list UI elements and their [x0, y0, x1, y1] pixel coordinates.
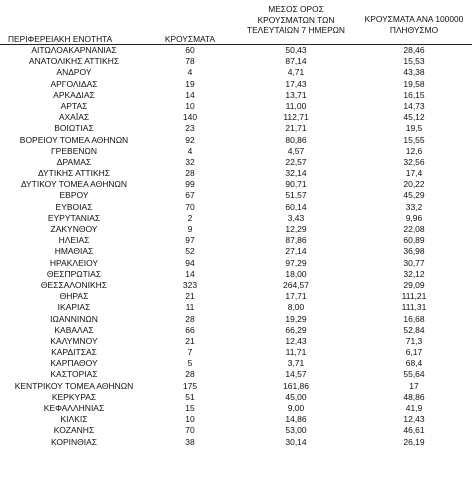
table-row — [0, 190, 472, 201]
cases-cell: 11 — [185, 302, 195, 313]
average-cell: 3,43 — [287, 212, 305, 223]
table-row — [0, 157, 472, 168]
table-row — [0, 302, 472, 313]
per-100000-cell: 20,22 — [403, 179, 425, 190]
region-cell: ΚΑΛΥΜΝΟΥ — [50, 335, 98, 346]
average-cell: 22,57 — [285, 156, 307, 167]
average-cell: 264,57 — [283, 279, 309, 290]
average-cell: 80,86 — [285, 134, 307, 145]
region-cell: ΗΡΑΚΛΕΙΟΥ — [49, 257, 99, 268]
table-row — [0, 437, 472, 448]
per-100000-cell: 16,68 — [403, 313, 425, 324]
cases-cell: 32 — [185, 156, 195, 167]
average-cell: 4,57 — [287, 145, 305, 156]
region-cell: ΘΕΣΠΡΩΤΙΑΣ — [46, 268, 102, 279]
per-100000-cell: 43,38 — [403, 67, 425, 78]
per-100000-cell: 111,21 — [401, 291, 427, 302]
table-row — [0, 123, 472, 134]
average-cell: 32,14 — [285, 168, 307, 179]
header-line: ΚΡΟΥΣΜΑΤΑ ΑΝΑ 100000 — [364, 14, 464, 24]
cases-cell: 14 — [185, 89, 195, 100]
average-cell: 50,43 — [285, 45, 307, 55]
average-cell: 14,86 — [285, 414, 307, 425]
table-row — [0, 112, 472, 123]
per-100000-cell: 111,31 — [401, 302, 427, 313]
region-cell: ΕΒΡΟΥ — [59, 190, 89, 201]
average-cell: 161,86 — [283, 380, 309, 391]
region-cell: ΘΕΣΣΑΛΟΝΙΚΗΣ — [40, 279, 108, 290]
per-100000-cell: 17,4 — [405, 168, 423, 179]
cases-cell: 28 — [185, 313, 195, 324]
per-100000-cell: 15,55 — [403, 134, 425, 145]
header-cases-per-100000 — [356, 14, 472, 35]
per-100000-cell: 41,9 — [405, 403, 423, 413]
per-100000-cell: 14,73 — [403, 100, 425, 111]
cases-cell: 28 — [185, 369, 195, 380]
region-cell: ΕΥΒΟΙΑΣ — [55, 201, 93, 212]
table-row — [0, 45, 472, 56]
cases-cell: 38 — [185, 436, 195, 447]
cases-cell: 23 — [185, 123, 195, 134]
region-cell: ΖΑΚΥΝΘΟΥ — [50, 224, 98, 234]
per-100000-cell: 30,77 — [403, 257, 425, 268]
cases-cell: 140 — [182, 112, 198, 123]
cases-cell: 78 — [185, 56, 195, 67]
average-cell: 97,29 — [285, 257, 307, 268]
table-row — [0, 224, 472, 235]
average-cell: 18,00 — [285, 268, 307, 279]
cases-cell: 28 — [185, 168, 195, 179]
average-cell: 12,43 — [285, 335, 307, 346]
cases-cell: 323 — [182, 279, 198, 290]
region-cell: ΚΑΒΑΛΑΣ — [54, 324, 94, 335]
per-100000-cell: 19,58 — [403, 78, 425, 89]
per-100000-cell: 19,5 — [405, 123, 423, 134]
average-cell: 51,57 — [285, 190, 307, 201]
cases-cell: 4 — [187, 67, 193, 78]
table-row — [0, 235, 472, 246]
region-cell: ΕΥΡΥΤΑΝΙΑΣ — [47, 212, 101, 223]
region-cell: ΚΕΝΤΡΙΚΟΥ ΤΟΜΕΑ ΑΘΗΝΩΝ — [14, 380, 134, 391]
average-cell: 9,00 — [287, 403, 305, 413]
header-line: ΠΕΡΙΦΕΡΕΙΑΚΗ ΕΝΟΤΗΤΑ — [8, 34, 113, 44]
average-cell: 8,00 — [287, 302, 305, 313]
region-cell: ΚΕΡΚΥΡΑΣ — [51, 391, 97, 402]
cases-cell: 97 — [185, 235, 195, 246]
region-cell: ΚΟΖΑΝΗΣ — [53, 425, 95, 436]
table-row — [0, 325, 472, 336]
average-cell: 53,00 — [285, 425, 307, 436]
average-cell: 12,29 — [285, 224, 307, 234]
table-row — [0, 414, 472, 425]
region-cell: ΚΑΡΔΙΤΣΑΣ — [51, 347, 97, 358]
table-row — [0, 381, 472, 392]
region-cell: ΑΡΚΑΔΙΑΣ — [53, 89, 95, 100]
region-cell: ΑΡΤΑΣ — [60, 100, 88, 111]
average-cell: 90,71 — [285, 179, 307, 190]
table-row — [0, 246, 472, 257]
per-100000-cell: 32,56 — [403, 156, 425, 167]
table-row — [0, 168, 472, 179]
region-cell: ΑΝΑΤΟΛΙΚΗΣ ΑΤΤΙΚΗΣ — [28, 56, 120, 67]
per-100000-cell: 15,53 — [403, 56, 425, 67]
table-row — [0, 135, 472, 146]
table-body — [0, 45, 472, 448]
region-cell: ΑΡΓΟΛΙΔΑΣ — [50, 78, 98, 89]
table-row — [0, 347, 472, 358]
average-cell: 13,71 — [285, 89, 307, 100]
region-cell: ΘΗΡΑΣ — [59, 291, 89, 302]
region-cell: ΑΧΑΪΑΣ — [58, 112, 90, 123]
table-row — [0, 146, 472, 157]
per-100000-cell: 46,61 — [403, 425, 425, 436]
cases-cell: 70 — [185, 425, 195, 436]
cases-cell: 19 — [185, 78, 195, 89]
average-cell: 21,71 — [285, 123, 307, 134]
table-row — [0, 79, 472, 90]
average-cell: 87,14 — [285, 56, 307, 67]
region-cell: ΚΟΡΙΝΘΙΑΣ — [50, 436, 98, 447]
table-row — [0, 403, 472, 414]
header-region — [8, 34, 112, 45]
table-row — [0, 269, 472, 280]
table-row — [0, 425, 472, 436]
cases-cell: 175 — [182, 380, 198, 391]
per-100000-cell: 12,6 — [405, 145, 423, 156]
cases-cell: 51 — [185, 391, 195, 402]
average-cell: 87,86 — [285, 235, 307, 246]
per-100000-cell: 6,17 — [405, 347, 423, 358]
average-cell: 11,71 — [285, 347, 307, 358]
table-row — [0, 90, 472, 101]
per-100000-cell: 45,12 — [403, 112, 425, 123]
region-cell: ΚΕΦΑΛΛΗΝΙΑΣ — [43, 403, 105, 413]
table-row — [0, 369, 472, 380]
per-100000-cell: 12,43 — [403, 414, 425, 425]
cases-cell: 10 — [185, 100, 195, 111]
average-cell: 30,14 — [285, 436, 307, 447]
per-100000-cell: 60,89 — [403, 235, 425, 246]
average-cell: 66,29 — [285, 324, 307, 335]
cases-cell: 15 — [185, 403, 195, 413]
per-100000-cell: 45,29 — [403, 190, 425, 201]
per-100000-cell: 33,2 — [405, 201, 423, 212]
header-7day-average — [244, 4, 348, 36]
table-row — [0, 336, 472, 347]
cases-cell: 70 — [185, 201, 195, 212]
average-cell: 27,14 — [285, 246, 307, 257]
header-line: ΠΛΗΘΥΣΜΟ — [389, 24, 439, 35]
average-cell: 45,00 — [285, 391, 307, 402]
header-line: ΜΕΣΟΣ ΟΡΟΣ — [268, 4, 324, 14]
region-cell: ΔΥΤΙΚΗΣ ΑΤΤΙΚΗΣ — [37, 168, 111, 179]
region-cell: ΚΙΛΚΙΣ — [60, 414, 88, 425]
per-100000-cell: 52,84 — [403, 324, 425, 335]
region-cell: ΓΡΕΒΕΝΩΝ — [51, 145, 97, 156]
cases-cell: 10 — [185, 414, 195, 425]
region-cell: ΔΥΤΙΚΟΥ ΤΟΜΕΑ ΑΘΗΝΩΝ — [20, 179, 128, 190]
per-100000-cell: 26,19 — [403, 436, 425, 447]
per-100000-cell: 68,4 — [405, 358, 423, 369]
table-row — [0, 392, 472, 403]
table-row — [0, 67, 472, 78]
average-cell: 3,71 — [287, 358, 305, 369]
region-cell: ΒΟΡΕΙΟΥ ΤΟΜΕΑ ΑΘΗΝΩΝ — [19, 134, 129, 145]
table-row — [0, 179, 472, 190]
region-cell: ΑΝΔΡΟΥ — [56, 67, 92, 78]
table-row — [0, 358, 472, 369]
cases-cell: 67 — [185, 190, 195, 201]
per-100000-cell: 9,96 — [405, 212, 423, 223]
table-row — [0, 280, 472, 291]
cases-cell: 52 — [185, 246, 195, 257]
average-cell: 4,71 — [287, 67, 305, 78]
per-100000-cell: 29,09 — [403, 279, 425, 290]
cases-cell: 21 — [185, 291, 195, 302]
average-cell: 19,29 — [285, 313, 307, 324]
cases-cell: 9 — [187, 224, 193, 234]
cases-cell: 94 — [185, 257, 195, 268]
region-cell: ΚΑΣΤΟΡΙΑΣ — [50, 369, 98, 380]
cases-cell: 66 — [185, 324, 195, 335]
average-cell: 17,43 — [285, 78, 307, 89]
per-100000-cell: 36,98 — [403, 246, 425, 257]
per-100000-cell: 28,46 — [403, 45, 425, 55]
cases-cell: 14 — [185, 268, 195, 279]
cases-cell: 5 — [187, 358, 193, 369]
average-cell: 112,71 — [283, 112, 309, 123]
table-row — [0, 202, 472, 213]
per-100000-cell: 32,12 — [403, 268, 425, 279]
table-row — [0, 101, 472, 112]
average-cell: 60,14 — [285, 201, 307, 212]
table-row — [0, 291, 472, 302]
per-100000-cell: 16,15 — [403, 89, 425, 100]
per-100000-cell: 22,08 — [403, 224, 425, 234]
table-row — [0, 314, 472, 325]
cases-cell: 99 — [185, 179, 195, 190]
region-cell: ΙΩΑΝΝΙΝΩΝ — [50, 313, 98, 324]
cases-cell: 7 — [187, 347, 193, 358]
header-line: ΤΕΛΕΥΤΑΙΩΝ 7 ΗΜΕΡΩΝ — [246, 25, 345, 35]
table-row — [0, 213, 472, 224]
cases-cell: 21 — [185, 335, 195, 346]
average-cell: 11,00 — [285, 100, 307, 111]
header-line: ΚΡΟΥΣΜΑΤΑ — [164, 34, 216, 44]
region-cell: ΚΑΡΠΑΘΟΥ — [50, 358, 98, 369]
region-cell: ΗΜΑΘΙΑΣ — [54, 246, 94, 257]
table-row — [0, 56, 472, 67]
cases-cell: 2 — [187, 212, 193, 223]
region-cell: ΑΙΤΩΛΟΑΚΑΡΝΑΝΙΑΣ — [31, 45, 117, 55]
per-100000-cell: 55,64 — [403, 369, 425, 380]
region-cell: ΒΟΙΩΤΙΑΣ — [54, 123, 94, 134]
region-cell: ΙΚΑΡΙΑΣ — [57, 302, 91, 313]
average-cell: 17,71 — [285, 291, 307, 302]
cases-cell: 60 — [185, 45, 195, 55]
per-100000-cell: 17 — [409, 380, 419, 391]
per-100000-cell: 71,3 — [405, 335, 423, 346]
average-cell: 14,57 — [285, 369, 307, 380]
region-cell: ΗΛΕΙΑΣ — [58, 235, 90, 246]
cases-cell: 4 — [187, 145, 193, 156]
table-row — [0, 258, 472, 269]
region-cell: ΔΡΑΜΑΣ — [56, 156, 92, 167]
header-line: ΚΡΟΥΣΜΑΤΩΝ ΤΩΝ — [257, 14, 335, 25]
per-100000-cell: 48,86 — [403, 391, 425, 402]
header-cases — [150, 34, 230, 45]
cases-cell: 92 — [185, 134, 195, 145]
